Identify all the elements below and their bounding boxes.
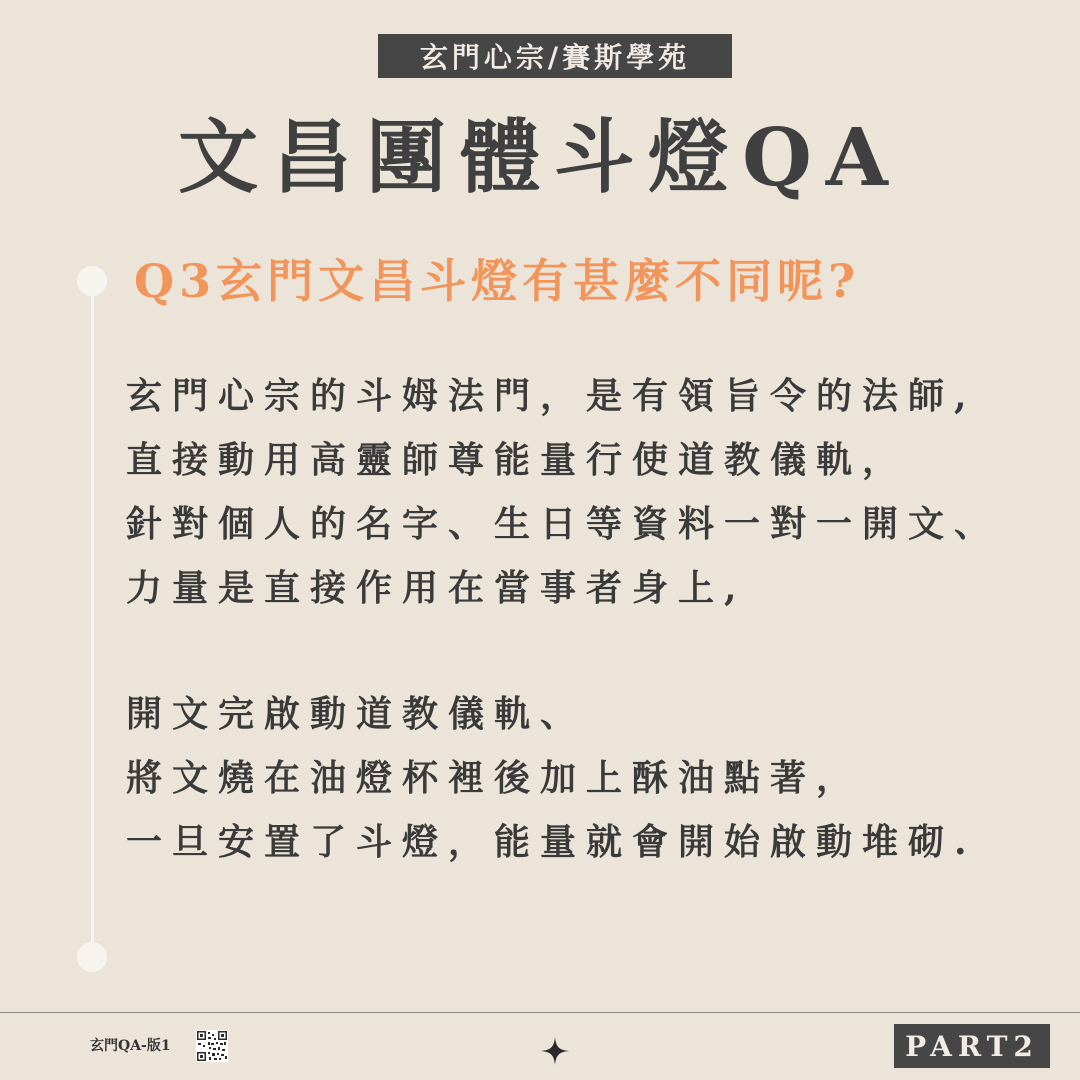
page-title: 文昌團體斗燈QA — [178, 110, 902, 204]
answer-line: 將文燒在油燈杯裡後加上酥油點著， — [126, 757, 863, 799]
sparkle-icon — [540, 1036, 570, 1066]
answer-line: 直接動用高靈師尊能量行使道教儀軌， — [126, 439, 909, 481]
answer-line: 力量是直接作用在當事者身上, — [126, 567, 747, 609]
part-badge: PART2 — [894, 1024, 1050, 1068]
footer-divider — [0, 1012, 1080, 1013]
answer-line: 開文完啟動道教儀軌、 — [126, 693, 587, 735]
timeline-dot-bottom — [77, 942, 107, 972]
answer-line: 玄門心宗的斗姆法門，是有領旨令的法師, — [126, 375, 977, 417]
answer-text — [126, 364, 1056, 874]
answer-line: 針對個人的名字、生日等資料一對一開文、 — [126, 503, 1001, 545]
qr-code-icon — [196, 1030, 228, 1062]
paragraph-gap — [126, 620, 1056, 682]
answer-line: 一旦安置了斗燈，能量就會開始啟動堆砌. — [126, 821, 977, 863]
question-heading: Q3玄門文昌斗燈有甚麼不同呢? — [134, 254, 861, 308]
timeline-line — [91, 282, 94, 958]
brand-tag: 玄門心宗/賽斯學苑 — [378, 34, 732, 78]
timeline-dot-top — [77, 266, 107, 296]
footer-label: 玄門QA-版1 — [90, 1038, 171, 1054]
